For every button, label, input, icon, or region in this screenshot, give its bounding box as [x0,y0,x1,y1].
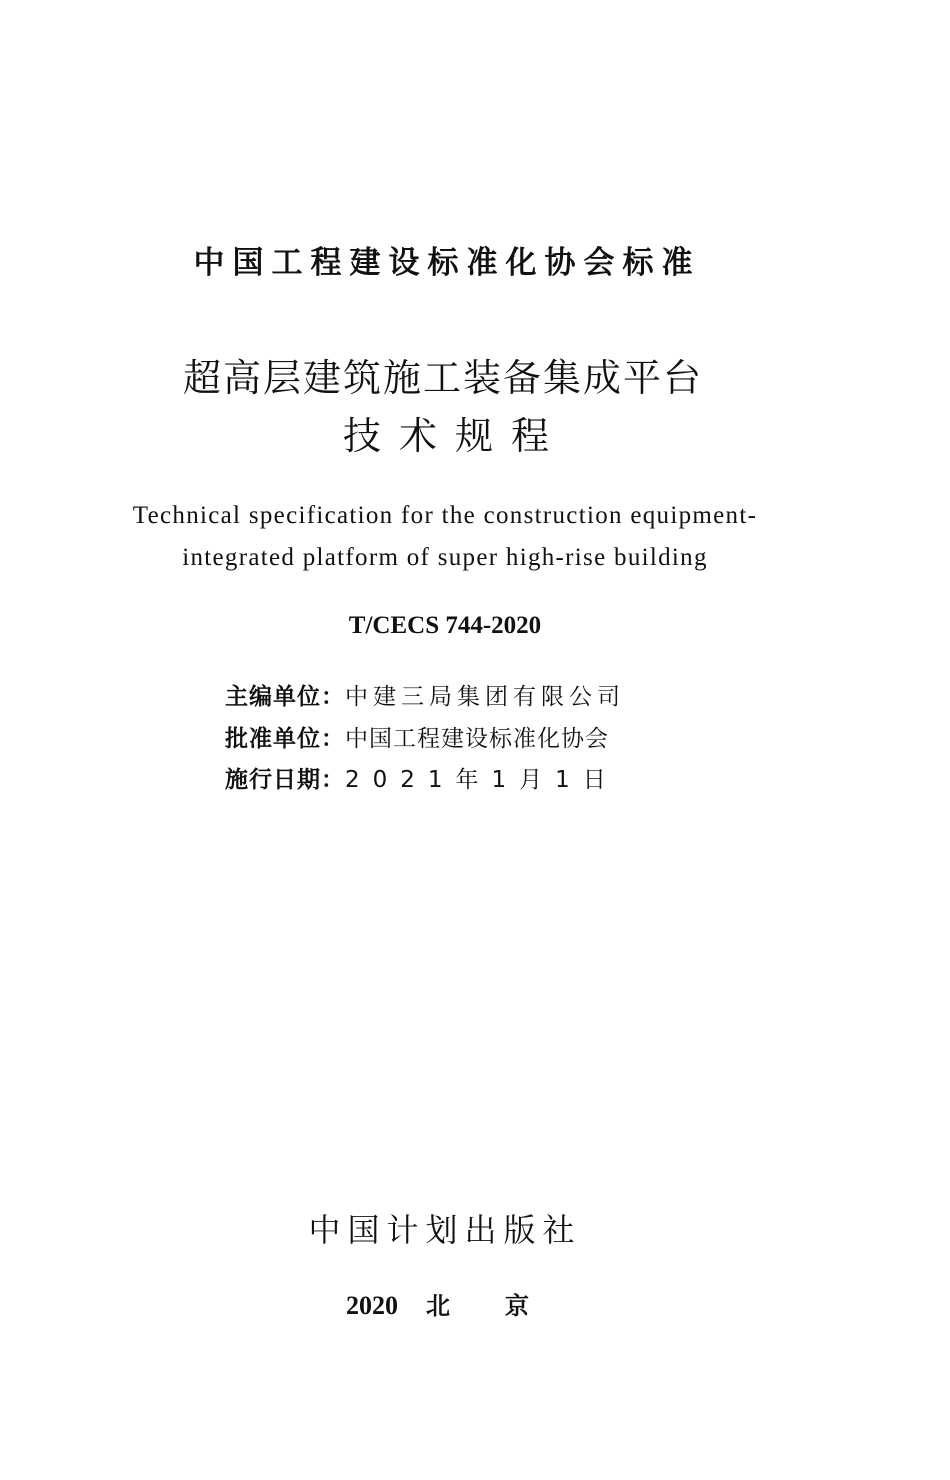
publication-city: 北京 [426,1292,584,1320]
title-en-line2: integrated platform of super high-rise building [182,544,708,571]
approval-label: 批准单位： [225,726,345,752]
publication-place [346,1290,584,1322]
effective-date-value: 2021年1月1日 [345,767,619,793]
title-en [0,495,920,579]
chief-editor-label: 主编单位： [225,684,345,710]
chief-editor-row [225,682,625,712]
approval-value: 中国工程建设标准化协会 [345,726,609,752]
effective-date-row [225,765,619,795]
chief-editor-value: 中建三局集团有限公司 [345,684,625,710]
title-cn-line1: 超高层建筑施工装备集成平台 [182,356,703,400]
publisher-name: 中国计划出版社 [308,1211,582,1249]
publication-year: 2020 [346,1291,398,1320]
standard-code: T/CECS 744-2020 [348,612,542,639]
title-cn-line2: 技术规程 [342,414,567,458]
org-standard-heading: 中国工程建设标准化协会标准 [193,245,701,281]
effective-date-label: 施行日期： [225,767,345,793]
title-en-line1: Technical specification for the construction equipment- [132,502,758,529]
approval-row [225,724,609,754]
